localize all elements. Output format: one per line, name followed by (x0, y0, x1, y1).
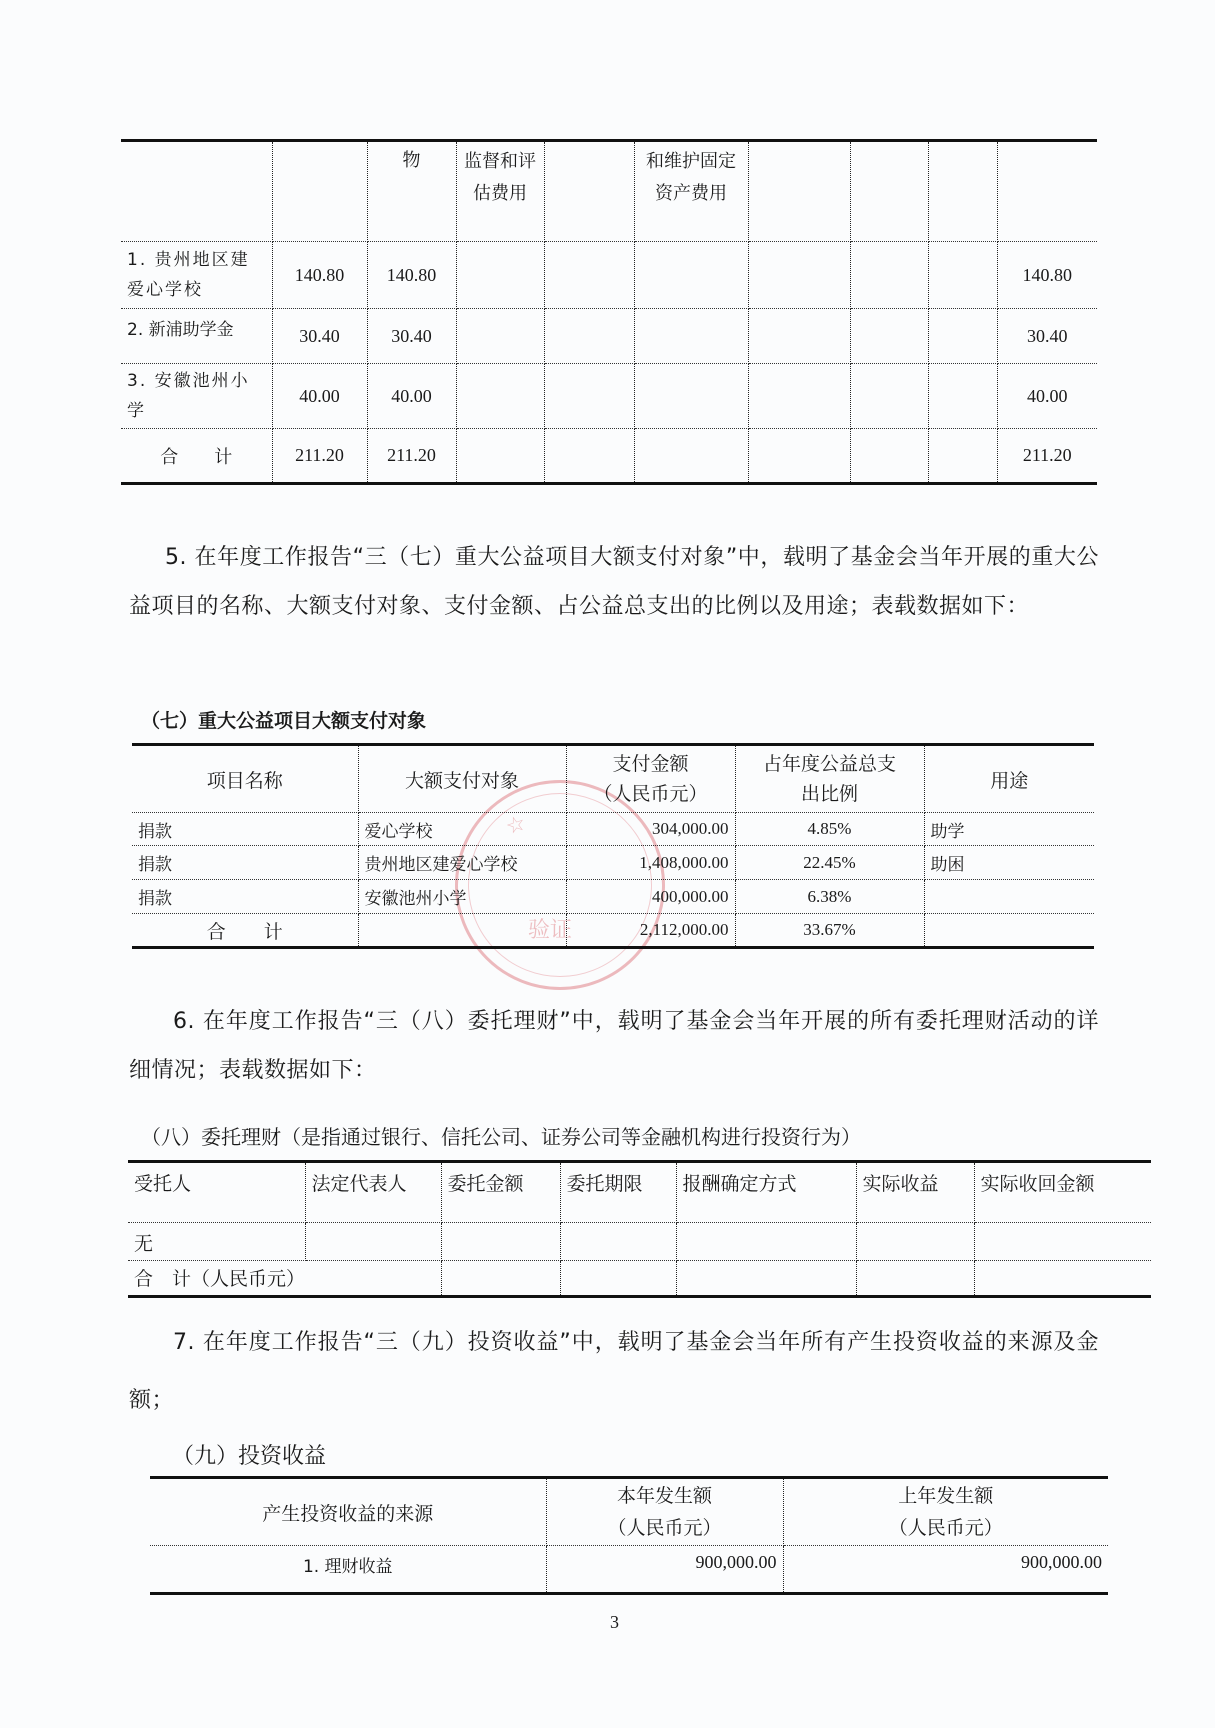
total-amount: 211.20 (272, 429, 367, 484)
header-actual-income: 实际收益 (856, 1162, 974, 1223)
purpose-cell: 助学 (924, 813, 1094, 846)
amount-cell: 40.00 (997, 364, 1097, 429)
header-source: 产生投资收益的来源 (150, 1478, 546, 1546)
page-number: 3 (610, 1612, 619, 1632)
header-legal-representative: 法定代表人 (305, 1162, 441, 1223)
header-prior-year: 上年发生额 （人民币元） (783, 1478, 1108, 1546)
amount-cell: 140.80 (997, 242, 1097, 309)
amount-cell: 40.00 (272, 364, 367, 429)
header-cell: 监督和评估费用 (456, 141, 544, 242)
amount-cell: 140.80 (367, 242, 456, 309)
section-heading-8: （八）委托理财（是指通过银行、信托公司、证券公司等金融机构进行投资行为） (141, 1125, 861, 1149)
recipient-cell: 爱心学校 (358, 813, 566, 846)
investment-income-table (150, 1476, 1108, 1595)
table-row (150, 1546, 1108, 1594)
table-total-row (121, 429, 1097, 484)
purpose-cell (924, 880, 1094, 914)
amount-cell: 30.40 (367, 309, 456, 364)
header-actual-recovered: 实际收回金额 (974, 1162, 1151, 1223)
prior-amount: 900,000.00 (783, 1546, 1108, 1594)
table-row (121, 242, 1097, 309)
table-row (132, 813, 1094, 846)
header-cell: 和维护固定资产费用 (634, 141, 748, 242)
header-entrusted-term: 委托期限 (560, 1162, 676, 1223)
table-row (128, 1223, 1151, 1261)
header-ratio: 占年度公益总支 出比例 (735, 745, 924, 813)
trustee-cell: 无 (128, 1223, 305, 1261)
project-name: 2. 新浦助学金 (121, 309, 272, 364)
header-remuneration-method: 报酬确定方式 (676, 1162, 856, 1223)
large-payments-table (132, 743, 1094, 949)
header-recipient: 大额支付对象 (358, 745, 566, 813)
total-amount: 211.20 (367, 429, 456, 484)
total-label: 合 计 (121, 429, 272, 484)
project-cell: 捐款 (132, 846, 358, 880)
table-header-row (150, 1478, 1108, 1546)
purpose-cell: 助困 (924, 846, 1094, 880)
paragraph-6: 6. 在年度工作报告“三（八）委托理财”中，载明了基金会当年开展的所有委托理财活动的详细情况；表载数据如下： (129, 1009, 1099, 1083)
header-amount: 支付金额 （人民币元） (566, 745, 735, 813)
table-total-row (128, 1261, 1151, 1297)
table-header-row (128, 1162, 1151, 1223)
section-heading-9: （九）投资收益 (172, 1444, 327, 1469)
total-amount: 211.20 (997, 429, 1097, 484)
ratio-cell: 6.38% (735, 880, 924, 914)
header-entrusted-amount: 委托金额 (441, 1162, 560, 1223)
table-row (132, 880, 1094, 914)
table-row (121, 364, 1097, 429)
official-seal-stamp: ☆ 验证 (455, 780, 665, 990)
project-cell: 捐款 (132, 880, 358, 914)
table-row (121, 309, 1097, 364)
amount-cell: 140.80 (272, 242, 367, 309)
current-amount: 900,000.00 (546, 1546, 783, 1594)
table-header-row (121, 141, 1097, 242)
recipient-cell: 贵州地区建爱心学校 (358, 846, 566, 880)
amount-cell: 400,000.00 (566, 880, 735, 914)
amount-cell: 40.00 (367, 364, 456, 429)
total-ratio: 33.67% (735, 914, 924, 948)
header-purpose: 用途 (924, 745, 1094, 813)
header-project-name: 项目名称 (132, 745, 358, 813)
amount-cell: 30.40 (997, 309, 1097, 364)
total-amount: 2,112,000.00 (566, 914, 735, 948)
amount-cell: 304,000.00 (566, 813, 735, 846)
paragraph-5: 5. 在年度工作报告“三（七）重大公益项目大额支付对象”中，载明了基金会当年开展的重大公益项目的名称、大额支付对象、支付金额、占公益总支出的比例以及用途；表载数据如下： (129, 545, 1099, 619)
table-total-row (132, 914, 1094, 948)
header-current-year: 本年发生额 （人民币元） (546, 1478, 783, 1546)
source-cell: 1. 理财收益 (150, 1546, 546, 1594)
total-label: 合 计 (132, 914, 358, 948)
amount-cell: 1,408,000.00 (566, 846, 735, 880)
project-cell: 捐款 (132, 813, 358, 846)
total-label: 合 计（人民币元） (128, 1261, 441, 1297)
ratio-cell: 22.45% (735, 846, 924, 880)
project-name: 1. 贵州地区建爱心学校 (121, 242, 272, 309)
amount-cell: 30.40 (272, 309, 367, 364)
header-cell: 物 (367, 141, 456, 242)
entrusted-finance-table (128, 1160, 1151, 1298)
section-heading-7: （七）重大公益项目大额支付对象 (141, 710, 427, 732)
table-row (132, 846, 1094, 880)
recipient-cell: 安徽池州小学 (358, 880, 566, 914)
paragraph-7: 7. 在年度工作报告“三（九）投资收益”中，载明了基金会当年所有产生投资收益的来源及金额； (129, 1330, 1099, 1413)
fund-usage-table (121, 139, 1097, 485)
project-name: 3. 安徽池州小学 (121, 364, 272, 429)
header-trustee: 受托人 (128, 1162, 305, 1223)
ratio-cell: 4.85% (735, 813, 924, 846)
table-header-row (132, 745, 1094, 813)
